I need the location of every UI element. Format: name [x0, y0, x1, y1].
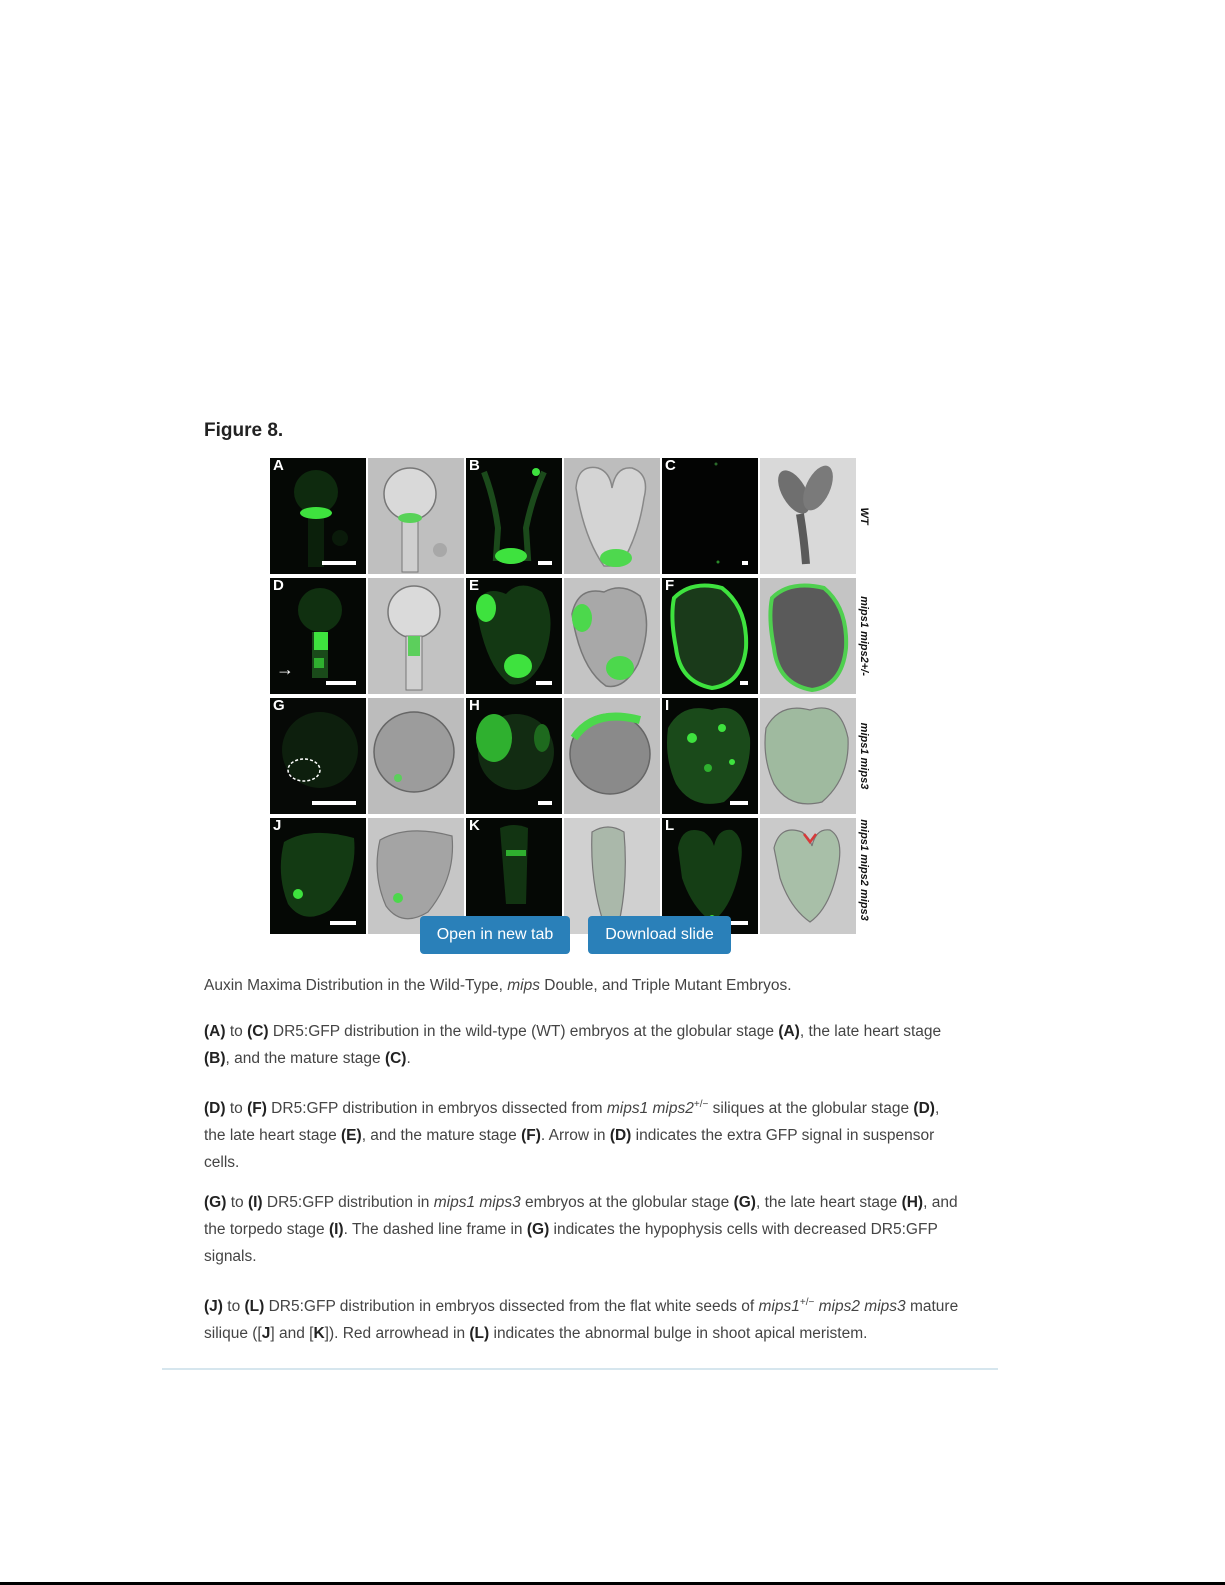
caption-paragraph-g-i: (G) to (I) DR5:GFP distribution in mips1 mips3 embryos at the globular stage (G), the late heart stage (H), and the torpedo stage (I). The dashed line frame in (G) indicates the hypophysis cells with decreased DR5:GFP signals. [204, 1194, 958, 1265]
scale-bar [538, 561, 552, 565]
row-label-mips1-mips3: mips1 mips3 [858, 722, 870, 790]
caption-title: Auxin Maxima Distribution in the Wild-Type, mips Double, and Triple Mutant Embryos. [204, 977, 792, 994]
scale-bar [742, 561, 748, 565]
panel-h-brightfield [564, 698, 660, 814]
panel-e-fluorescence [466, 578, 562, 694]
open-in-new-tab-button[interactable]: Open in new tab [420, 916, 570, 954]
row-label-wt: WT [858, 507, 870, 525]
row-label-mips1-mips2: mips1 mips2+/- [858, 596, 870, 676]
caption-paragraph-j-l: (J) to (L) DR5:GFP distribution in embryos dissected from the flat white seeds of mips1+/− mips2 mips3 mature silique ([J] and [K]). Red arrowhead in (L) indicates the abnormal bulge in shoot apical meristem. [204, 1297, 959, 1343]
arrow-icon: → [276, 659, 294, 679]
row-label-mips1-mips2-mips3: mips1 mips2 mips3 [858, 819, 870, 921]
panel-label: E [469, 578, 480, 594]
scale-bar [330, 921, 356, 925]
scale-bar [536, 681, 552, 685]
panel-f-fluorescence [662, 578, 758, 694]
panel-label: K [469, 818, 480, 834]
figure-title: Figure 8. [204, 420, 284, 441]
panel-label: B [469, 458, 480, 474]
panel-b-brightfield [564, 458, 660, 574]
scale-bar [730, 801, 748, 805]
divider [162, 1368, 998, 1370]
panel-j-fluorescence [270, 818, 366, 934]
scale-bar [538, 801, 552, 805]
panel-l-brightfield [760, 818, 856, 934]
scale-bar [326, 681, 356, 685]
panel-label: A [273, 458, 284, 474]
panel-f-brightfield [760, 578, 856, 694]
panel-label: D [273, 578, 284, 594]
panel-label: I [665, 698, 670, 714]
scale-bar [740, 681, 748, 685]
panel-label: J [273, 818, 282, 834]
panel-a-fluorescence [270, 458, 366, 574]
panel-i-brightfield [760, 698, 856, 814]
panel-a-brightfield [368, 458, 464, 574]
panel-g-fluorescence [270, 698, 366, 814]
download-slide-button[interactable]: Download slide [588, 916, 731, 954]
panel-b-fluorescence [466, 458, 562, 574]
caption-paragraph-d-f: (D) to (F) DR5:GFP distribution in embryos dissected from mips1 mips2+/− siliques at the globular stage (D), the late heart stage (E), and the mature stage (F). Arrow in (D) indicates the extra GFP signal in suspensor cells. [204, 1099, 940, 1172]
panel-label: C [665, 458, 676, 474]
panel-i-fluorescence [662, 698, 758, 814]
panel-label: H [469, 698, 480, 714]
panel-c-fluorescence [662, 458, 758, 574]
panel-e-brightfield [564, 578, 660, 694]
panel-label: L [665, 818, 675, 834]
panel-c-brightfield [760, 458, 856, 574]
panel-h-fluorescence [466, 698, 562, 814]
panel-g-brightfield [368, 698, 464, 814]
panel-d-brightfield [368, 578, 464, 694]
panel-label: F [665, 578, 675, 594]
scale-bar [322, 561, 356, 565]
scale-bar [730, 921, 748, 925]
panel-label: G [273, 698, 285, 714]
caption-paragraph-a-c: (A) to (C) DR5:GFP distribution in the wild-type (WT) embryos at the globular stage (A), the late heart stage (B), and the mature stage (C). [204, 1023, 942, 1067]
scale-bar [312, 801, 356, 805]
panel-d-fluorescence [270, 578, 366, 694]
